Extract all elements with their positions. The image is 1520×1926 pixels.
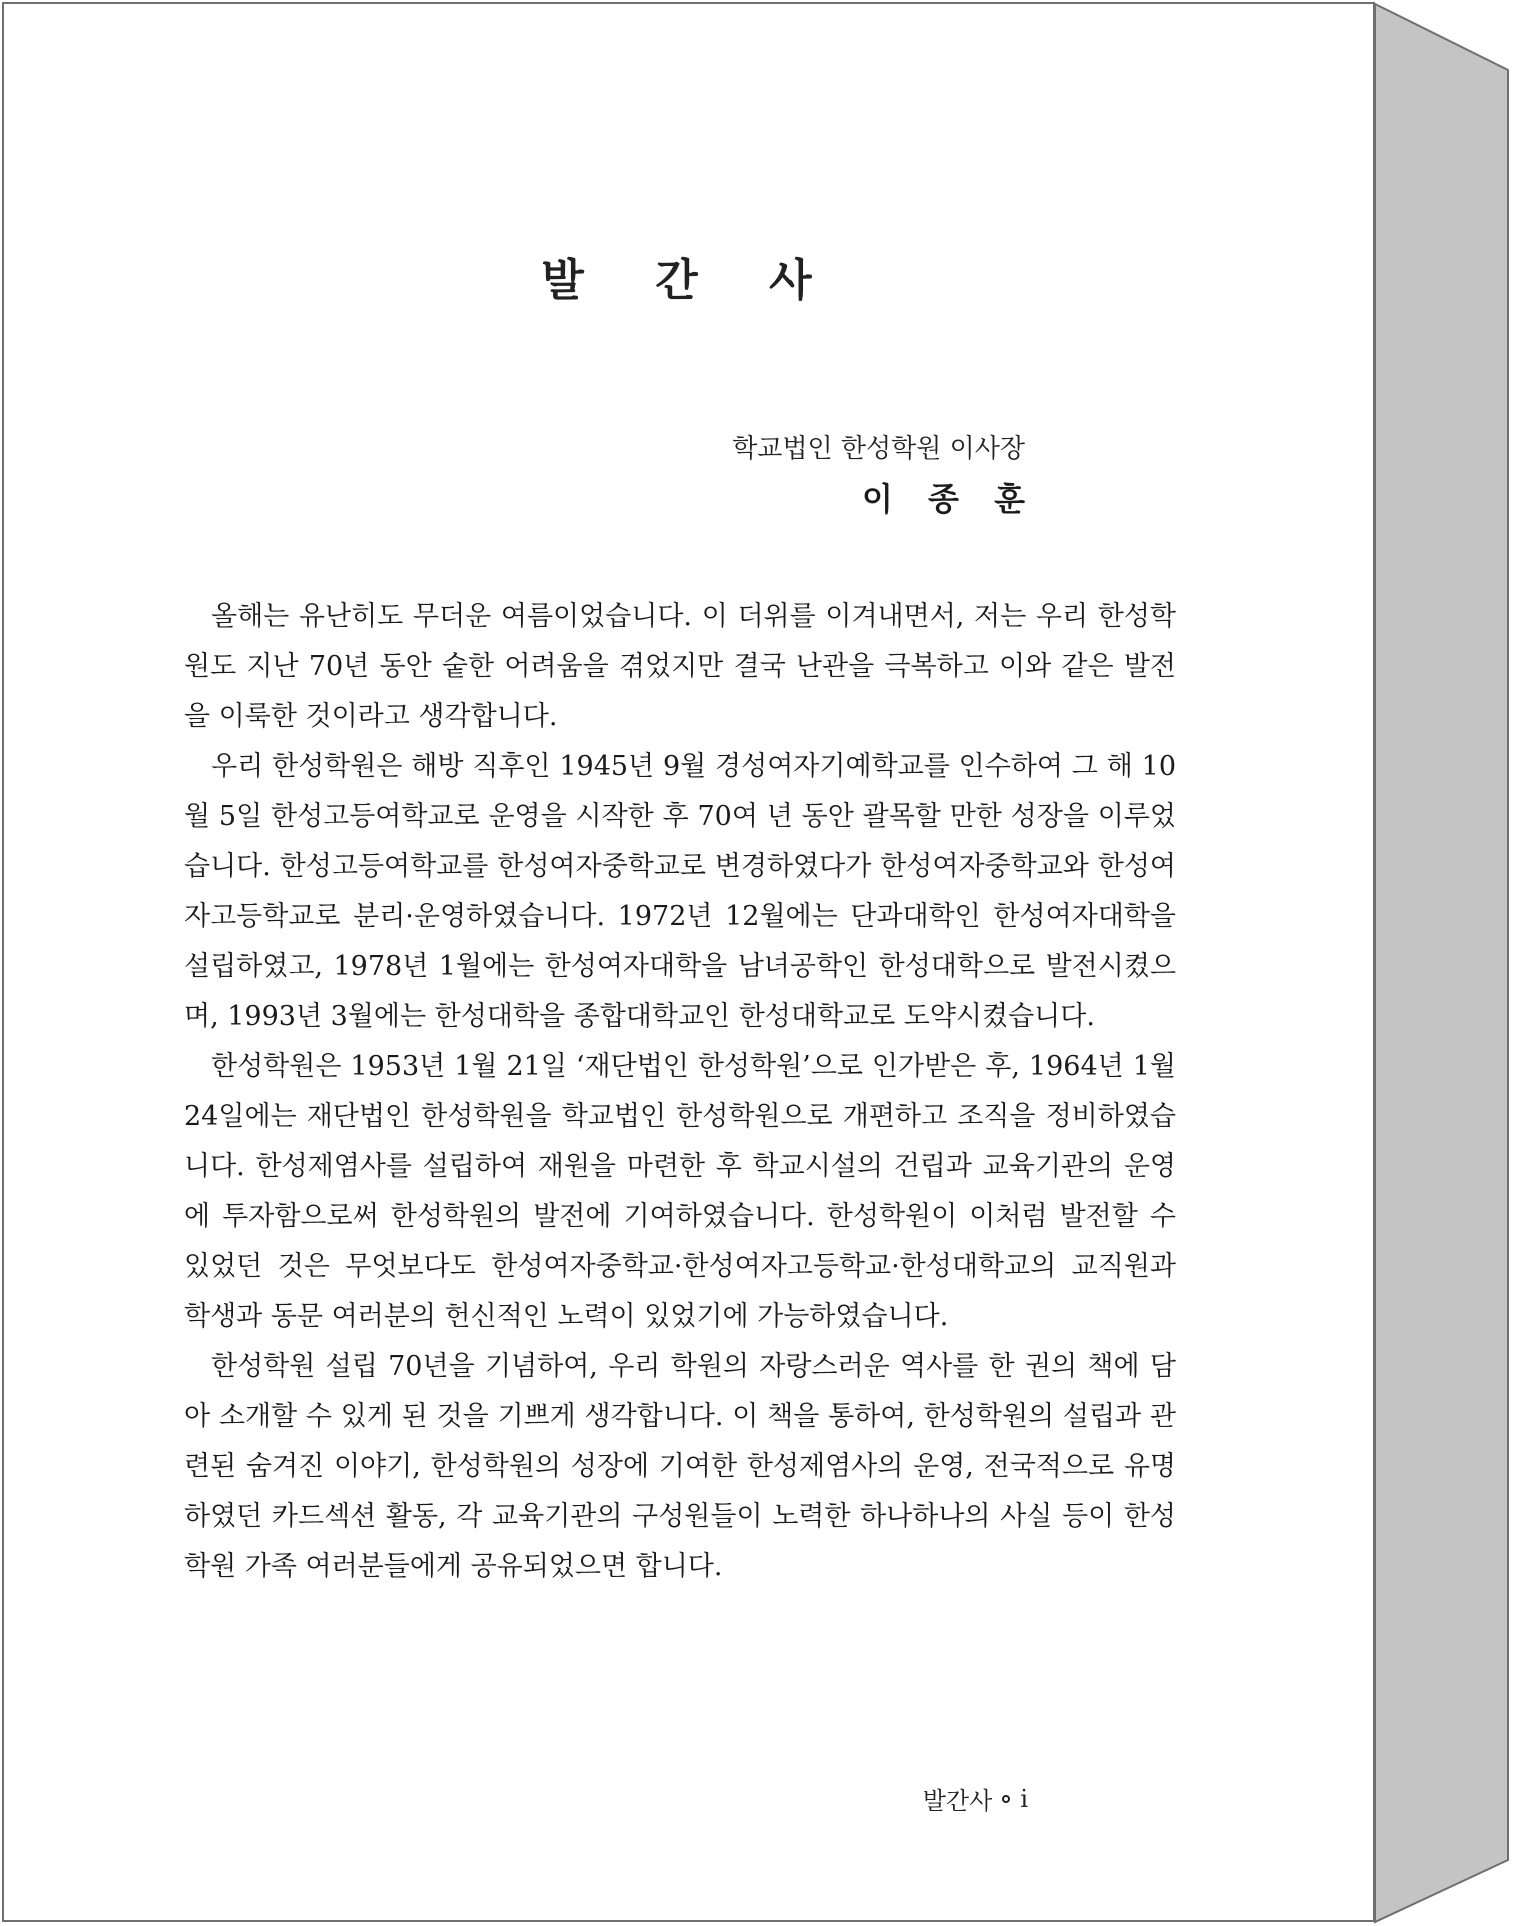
page-number: i (1020, 1784, 1028, 1813)
page-face (2, 2, 1375, 1922)
footer-label: 발간사 (922, 1787, 993, 1815)
author-role: 학교법인 한성학원 이사장 (732, 434, 1025, 464)
author-block (732, 429, 1037, 529)
paragraph-3: 한성학원은 1953년 1월 21일 ‘재단법인 한성학원’으로 인가받은 후, 1964년 1월 24일에는 재단법인 한성학원을 학교법인 한성학원으로 개편하고 조직을 정비하였습니다. 한성제염사를 설립하여 재원을 마련한 후 학교시설의 건립과 교육기관의 운영에 투자함으로써 한성학원의 발전에 기여하였습니다. 한성학원이 이처럼 발전할 수 있었던 것은 무엇보다도 한성여자중학교·한성여자고등학교·한성대학교의 교직원과 학생과 동문 여러분의 헌신적인 노력이 있었기에 가능하였습니다. (184, 1051, 1176, 1332)
paragraph-4: 한성학원 설립 70년을 기념하여, 우리 학원의 자랑스러운 역사를 한 권의 책에 담아 소개할 수 있게 된 것을 기쁘게 생각합니다. 이 책을 통하여, 한성학원의 설립과 관련된 숨겨진 이야기, 한성학원의 성장에 기여한 한성제염사의 운영, 전국적으로 유명하였던 카드섹션 활동, 각 교육기관의 구성원들이 노력한 하나하나의 사실 등이 한성학원 가족 여러분들에게 공유되었으면 합니다. (184, 1351, 1176, 1582)
paragraph-1: 올해는 유난히도 무더운 여름이었습니다. 이 더위를 이겨내면서, 저는 우리 한성학원도 지난 70년 동안 숱한 어려움을 겪었지만 결국 난관을 극복하고 이와 같은 발전을 이룩한 것이라고 생각합니다. (184, 601, 1176, 732)
page-footer (923, 1781, 1028, 1816)
page-title: 발 간 사 (541, 255, 840, 306)
body-text (184, 592, 1176, 1592)
author-name: 이 종 훈 (861, 480, 1037, 518)
paragraph-2: 우리 한성학원은 해방 직후인 1945년 9월 경성여자기예학교를 인수하여 그 해 10월 5일 한성고등여학교로 운영을 시작한 후 70여 년 동안 괄목할 만한 성장을 이루었습니다. 한성고등여학교를 한성여자중학교로 변경하였다가 한성여자중학교와 한성여자고등학교로 분리·운영하였습니다. 1972년 12월에는 단과대학인 한성여자대학을 설립하였고, 1978년 1월에는 한성여자대학을 남녀공학인 한성대학으로 발전시켰으며, 1993년 3월에는 한성대학을 종합대학교인 한성대학교로 도약시켰습니다. (184, 751, 1176, 1032)
bullet-icon (1002, 1795, 1010, 1803)
